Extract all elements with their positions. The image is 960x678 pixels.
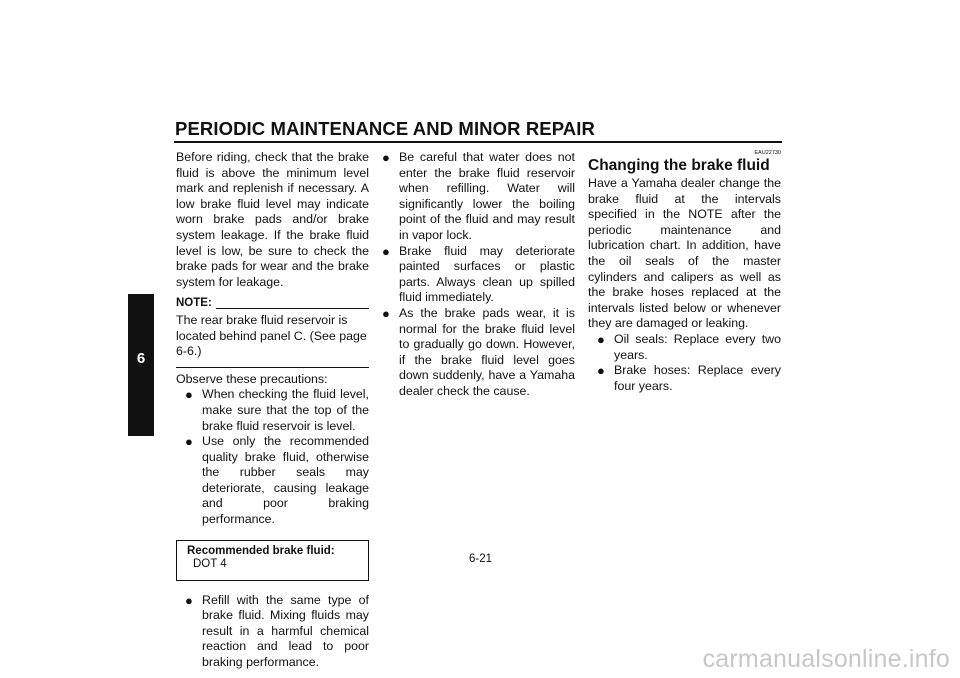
bullet-icon: ● — [597, 331, 605, 347]
watermark: carmanualsonline.info — [702, 645, 950, 673]
note-bottom-rule — [176, 367, 369, 368]
replacement-list — [597, 332, 781, 394]
column-1 — [176, 150, 369, 671]
list-item: ● Brake hoses: Replace every four years. — [597, 363, 781, 393]
intro-paragraph: Before riding, check that the brake fluid is above the minimum level mark and replenish if necessary. A low brake fluid level may indicate worn brake pads and/or brake system leakage. If the brake fluid level is low, be sure to check the brake pads for wear and the brake system for leakage. — [176, 150, 369, 289]
precautions-list-continued — [382, 150, 575, 400]
note-label: NOTE: — [176, 297, 212, 310]
precautions-list — [185, 387, 369, 527]
list-item: ● Be careful that water does not enter the brake fluid reservoir when refilling. Water will significantly lower the boiling point of the fluid and may result in vapor lock. — [382, 150, 575, 242]
note-text: The rear brake fluid reservoir is located behind panel C. (See page 6-6.) — [176, 312, 367, 359]
list-item: ● As the brake pads wear, it is normal for the brake fluid level to gradually go down. However, if the brake fluid level goes down suddenly, have a Yamaha dealer check the cause. — [382, 305, 575, 398]
column-2 — [382, 150, 575, 400]
bullet-icon: ● — [382, 305, 390, 321]
bullet-icon: ● — [597, 363, 605, 379]
bullet-icon: ● — [382, 150, 390, 165]
list-item: ● Oil seals: Replace every two years. — [597, 331, 781, 362]
list-item: ● Use only the recommended quality brake fluid, otherwise the rubber seals may deteriorate, causing leakage and poor braking performance. — [185, 434, 369, 527]
page-number: 6-21 — [469, 553, 493, 565]
refill-list — [185, 593, 369, 671]
chapter-tab — [128, 294, 154, 436]
header-rule — [174, 141, 782, 143]
chapter-number: 6 — [136, 350, 146, 367]
section-code: EAU22730 — [754, 150, 781, 156]
recommended-fluid-box — [176, 540, 369, 581]
section-paragraph: Have a Yamaha dealer change the brake fluid at the intervals specified in the NOTE after the periodic maintenance and lubrication chart. In addition, have the oil seals of the master cylinders and calipers as well as the brake hoses replaced at the intervals listed below or whenever they are damaged or leaking. — [588, 176, 781, 331]
list-item: ● Refill with the same type of brake fluid. Mixing fluids may result in a harmful chemical reaction and lead to poor braking performance. — [185, 592, 369, 670]
list-item: ● Brake fluid may deteriorate painted surfaces or plastic parts. Always clean up spilled fluid immediately. — [382, 243, 575, 305]
note-header — [176, 296, 369, 312]
note-header-rule — [216, 308, 369, 309]
bullet-icon: ● — [185, 434, 193, 450]
bullet-icon: ● — [185, 592, 193, 608]
precautions-intro: Observe these precautions: — [176, 371, 328, 386]
list-item: ● When checking the fluid level, make sure that the top of the brake fluid reservoir is level. — [185, 387, 369, 433]
section-heading: Changing the brake fluid — [588, 157, 770, 174]
spec-value: DOT 4 — [193, 558, 227, 571]
spec-title: Recommended brake fluid: — [187, 544, 335, 557]
bullet-icon: ● — [382, 243, 390, 259]
column-3 — [588, 150, 781, 394]
bullet-icon: ● — [185, 387, 193, 403]
page-header-title: PERIODIC MAINTENANCE AND MINOR REPAIR — [175, 118, 595, 139]
